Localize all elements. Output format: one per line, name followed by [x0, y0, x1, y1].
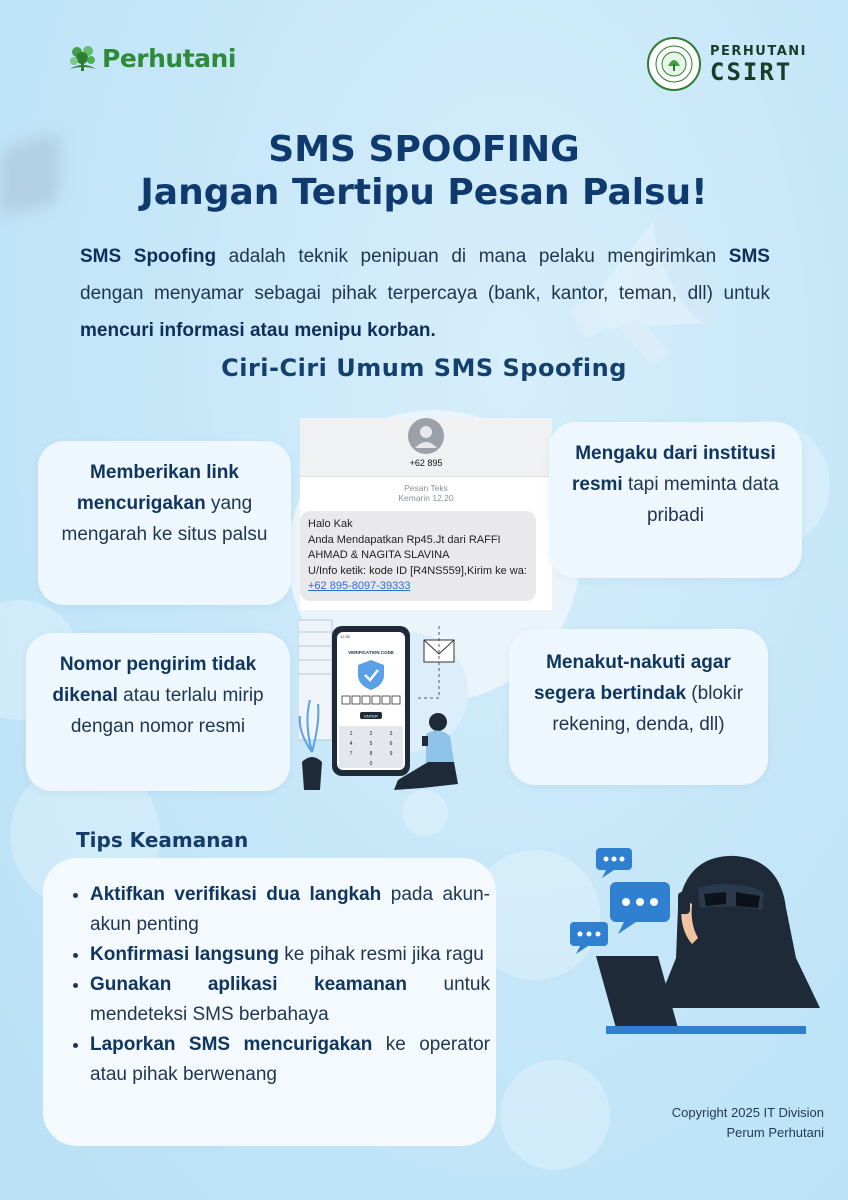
card-bold: Mengaku dari institusi resmi — [571, 443, 776, 495]
title-line1: SMS SPOOFING — [268, 129, 580, 170]
card-nomor-pengirim — [26, 633, 290, 791]
tree-logo-icon — [68, 45, 98, 73]
card-bold: Menakut-nakuti agar segera bertindak — [533, 652, 731, 704]
phone-time: 12:30 — [340, 634, 351, 639]
keypad-key: 4 — [349, 741, 353, 747]
card-text: yang mengarah ke situs palsu — [61, 493, 268, 545]
section-heading: Ciri-Ciri Umum SMS Spoofing — [221, 354, 627, 382]
intro-bold-1: SMS Spoofing — [80, 246, 217, 267]
phone-enter-label: ENTER — [364, 713, 378, 719]
tip-bold: Gunakan aplikasi keamanan — [90, 974, 407, 995]
card-bold: Nomor pengirim tidak dikenal — [52, 654, 257, 706]
card-link-mencurigakan — [38, 441, 291, 605]
sms-message — [300, 511, 536, 601]
csirt-line2: CSIRT — [710, 57, 793, 86]
card-institusi-resmi — [549, 422, 802, 578]
hacker-illustration-icon — [566, 848, 828, 1040]
avatar-icon — [408, 418, 444, 454]
card-text: atau terlalu mirip dengan nomor resmi — [70, 685, 264, 737]
sms-link[interactable]: +62 895-8097-39333 — [308, 580, 411, 592]
copyright — [672, 1103, 824, 1143]
intro-text-2: dengan menyamar sebagai pihak terpercaya (bank, kantor, teman, dll) untuk — [80, 283, 770, 304]
keypad-key: 7 — [349, 751, 353, 757]
tip-item — [90, 970, 490, 1030]
sender-number: +62 895 — [409, 458, 443, 468]
card-text: tapi meminta data pribadi — [622, 474, 779, 526]
keypad-key: 0 — [369, 761, 373, 767]
copyright-line1: Copyright 2025 IT Division — [671, 1105, 824, 1120]
csirt-logo — [646, 36, 807, 92]
keypad-key: 3 — [389, 731, 393, 737]
sms-line2: Anda Mendapatkan Rp45.Jt dari RAFFI AHMAD & NAGITA SLAVINA — [308, 533, 501, 561]
csirt-line1: PERHUTANI — [710, 43, 807, 59]
phone-verification-title: VERIFICATION CODE — [348, 650, 394, 655]
sms-line3: U/Info ketik: kode ID [R4NS559],Kirim ke wa: — [308, 564, 527, 577]
keypad-key: 9 — [389, 751, 393, 757]
paper-stack — [298, 620, 332, 740]
intro-paragraph — [80, 238, 770, 349]
phone-illustration — [298, 612, 478, 797]
tip-text: pada akun-akun penting — [90, 884, 490, 935]
copyright-line2: Perum Perhutani — [726, 1125, 824, 1140]
keypad-key: 1 — [349, 731, 353, 737]
sms-header — [300, 418, 552, 477]
tip-bold: Konfirmasi langsung — [90, 944, 279, 965]
card-menakut-nakuti — [509, 629, 768, 785]
tip-bold: Laporkan SMS mencurigakan — [90, 1034, 373, 1055]
chat-bubble-icon — [596, 848, 632, 878]
perhutani-logo — [68, 44, 236, 73]
tip-text: ke pihak resmi jika ragu — [278, 944, 484, 965]
sms-meta-time: Kemarin 12.20 — [398, 493, 454, 503]
tip-item — [90, 880, 490, 940]
keypad-key: 6 — [389, 741, 393, 747]
intro-bold-2: SMS — [728, 246, 770, 267]
sms-line1: Halo Kak — [308, 518, 353, 530]
intro-bold-3: mencuri informasi atau menipu korban. — [80, 320, 436, 341]
csirt-seal-icon — [646, 36, 702, 92]
page-title — [0, 128, 848, 214]
card-bold: Memberikan link mencurigakan — [76, 462, 239, 514]
keypad-key: 5 — [369, 741, 373, 747]
sms-screenshot — [300, 418, 552, 610]
background-bubble — [500, 1060, 610, 1170]
tip-text: untuk mendeteksi SMS berbahaya — [90, 974, 490, 1025]
tip-item — [90, 940, 490, 970]
tip-bold: Aktifkan verifikasi dua langkah — [90, 884, 382, 905]
tip-item — [90, 1030, 490, 1090]
tips-title: Tips Keamanan — [76, 828, 249, 852]
keypad-key: 8 — [369, 751, 373, 757]
tip-text: ke operator atau pihak berwenang — [90, 1034, 490, 1085]
title-line2: Jangan Tertipu Pesan Palsu! — [140, 172, 708, 214]
chat-bubble-icon — [610, 882, 670, 934]
brand-wordmark: Perhutani — [102, 44, 236, 73]
chat-bubble-icon — [570, 922, 608, 954]
tips-list — [68, 880, 490, 1090]
card-text: (blokir rekening, denda, dll) — [552, 683, 744, 735]
intro-text-1: adalah teknik penipuan di mana pelaku mengirimkan — [216, 246, 729, 267]
keypad-key: 2 — [369, 731, 373, 737]
sms-meta-type: Pesan Teks — [404, 483, 448, 493]
